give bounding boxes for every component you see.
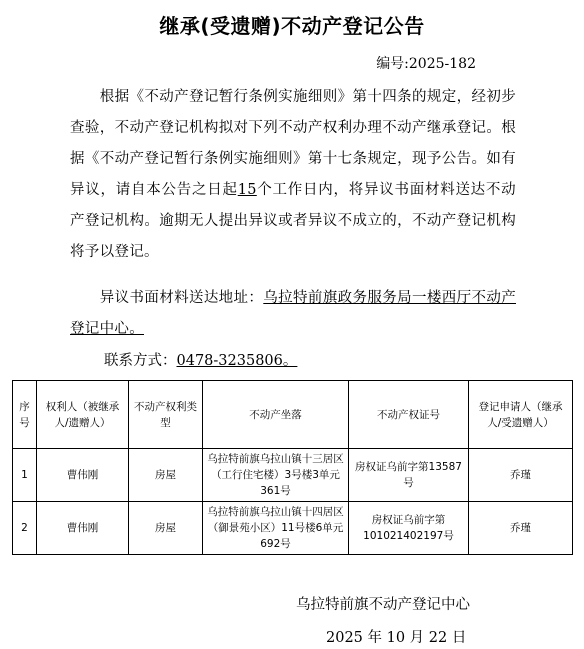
row-right-holder: 曹伟刚 — [37, 449, 129, 502]
table-header-row — [13, 381, 573, 449]
table-row — [13, 449, 573, 502]
header-right-type: 不动产权利类型 — [129, 381, 203, 449]
row-index: 1 — [13, 449, 37, 502]
header-index: 序号 — [13, 381, 37, 449]
row-location: 乌拉特前旗乌拉山镇十三居区（工行住宅楼）3号楼3单元361号 — [203, 449, 349, 502]
row-right-type: 房屋 — [129, 502, 203, 555]
objection-address-paragraph — [70, 283, 516, 345]
header-right-holder: 权利人（被继承人/遗赠人） — [37, 381, 129, 449]
issue-date: 2025 年 10 月 22 日 — [326, 630, 467, 646]
contact-label: 联系方式： — [104, 353, 177, 369]
document-number: 编号:2025-182 — [376, 56, 476, 72]
address-label: 异议书面材料送达地址： — [70, 290, 264, 306]
notice-paragraph-main — [70, 82, 516, 268]
contact-phone: 0478-3235806。 — [176, 353, 298, 369]
table-row — [13, 502, 573, 555]
row-location: 乌拉特前旗乌拉山镇十四居区（御景苑小区）11号楼6单元692号 — [203, 502, 349, 555]
row-right-type: 房屋 — [129, 449, 203, 502]
issuer-signature: 乌拉特前旗不动产登记中心 — [296, 597, 470, 613]
contact-line — [104, 349, 297, 370]
row-index: 2 — [13, 502, 37, 555]
address-value: 乌拉特前旗政务服务局一楼西厅不动产登记中心。 — [70, 290, 516, 337]
row-certificate-number: 房权证乌前字第13587号 — [349, 449, 469, 502]
paragraph-text-before: 根据《不动产登记暂行条例实施细则》第十四条的规定，经初步查验，不动产登记机构拟对下列不动产权利办理不动产继承登记。根据《不动产登记暂行条例实施细则》第十七条规定，现予公告。如有异议，请自本公告之日起 — [70, 89, 516, 198]
header-certificate-number: 不动产权证号 — [349, 381, 469, 449]
row-right-holder: 曹伟刚 — [37, 502, 129, 555]
row-applicant: 乔瑾 — [469, 502, 573, 555]
header-location: 不动产坐落 — [203, 381, 349, 449]
row-applicant: 乔瑾 — [469, 449, 573, 502]
row-certificate-number: 房权证乌前字第101021402197号 — [349, 502, 469, 555]
paragraph-text-after: 个工作日内，将异议书面材料送达不动产登记机构。逾期无人提出异议或者异议不成立的，不动产登记机构将予以登记。 — [70, 182, 516, 260]
property-table — [12, 380, 573, 555]
header-applicant: 登记申请人（继承人/受遗赠人） — [469, 381, 573, 449]
objection-days: 15 — [237, 182, 257, 198]
notice-title: 继承(受遗赠)不动产登记公告 — [159, 14, 425, 38]
